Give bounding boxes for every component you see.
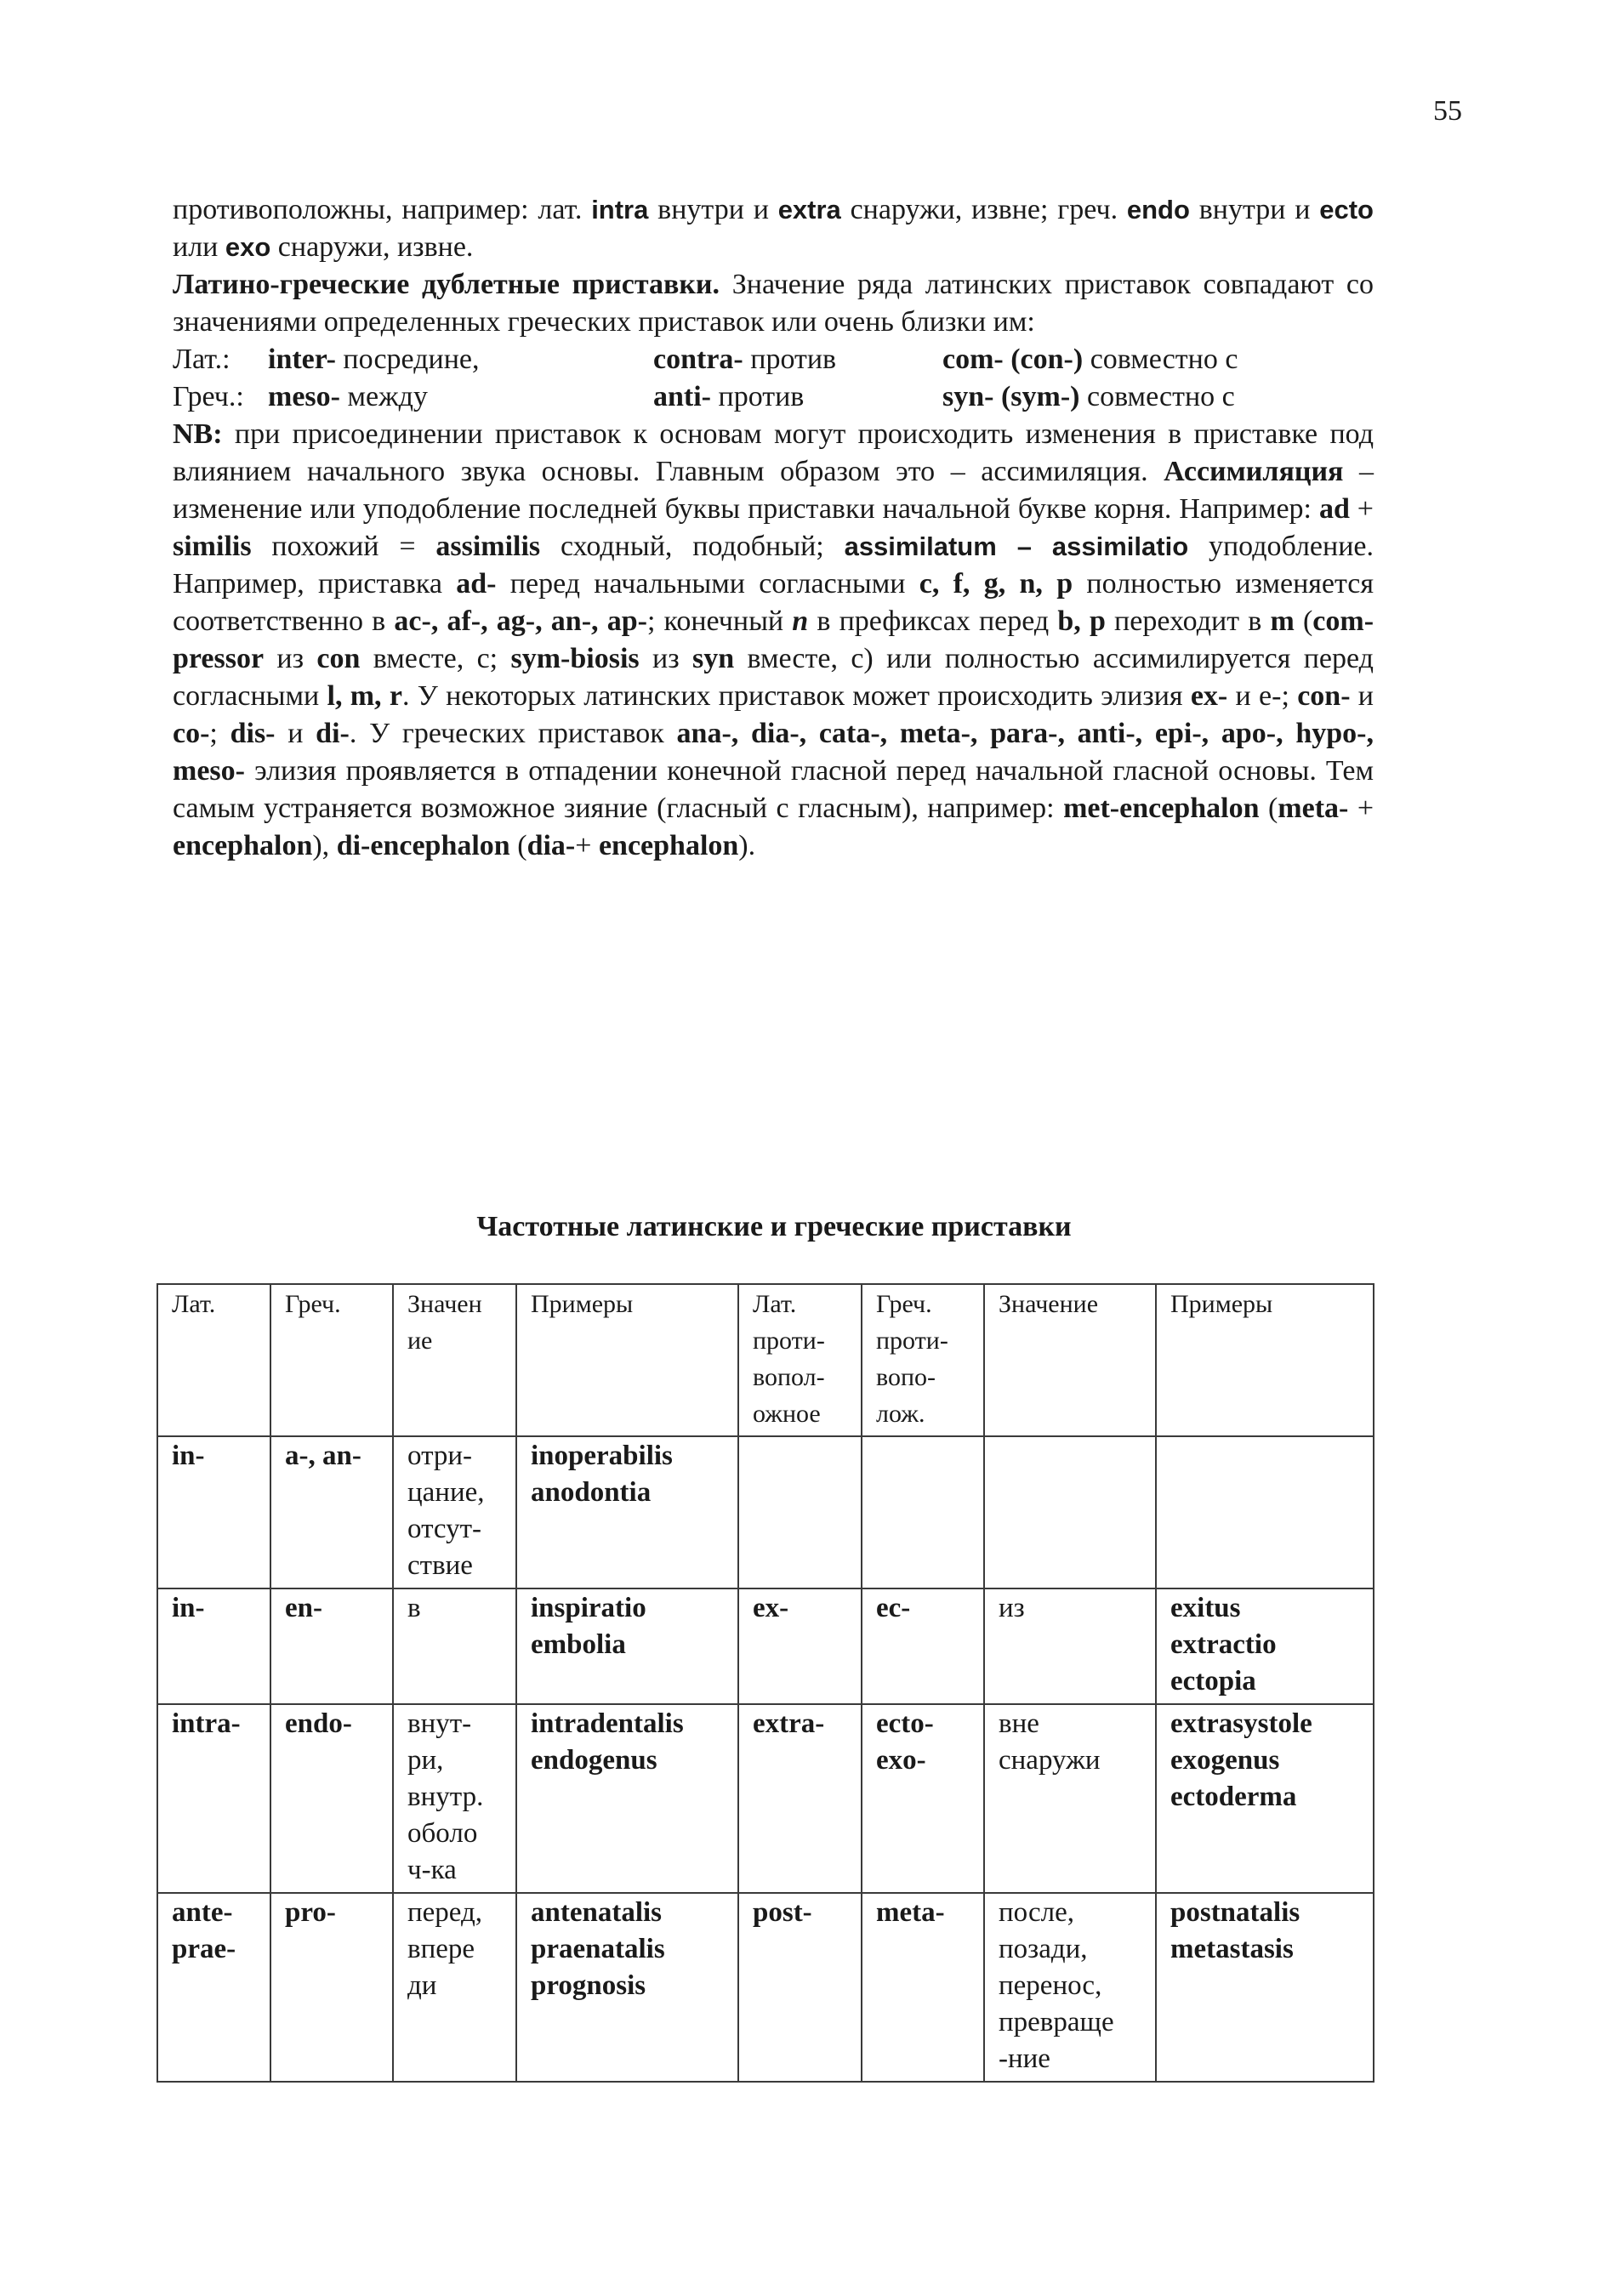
cell-opposite-meaning	[984, 1588, 1156, 1704]
cell-line: postnatalis	[1170, 1897, 1300, 1928]
cell-line: отри-	[407, 1441, 473, 1471]
cell-examples	[516, 1588, 738, 1704]
cell-line: оболо	[407, 1818, 478, 1849]
page-number: 55	[1433, 95, 1462, 127]
cell-examples	[516, 1704, 738, 1893]
cell-line: Греч.	[876, 1290, 932, 1318]
cell-line: Примеры	[1170, 1290, 1273, 1318]
cell-line: intra-	[172, 1708, 241, 1739]
cell-opposite-meaning	[984, 1436, 1156, 1588]
header-greek-opposite	[862, 1284, 984, 1436]
cell-line: в	[407, 1593, 421, 1623]
header-opposite-meaning	[984, 1284, 1156, 1436]
cell-line: перед,	[407, 1897, 483, 1928]
cell-line: in-	[172, 1441, 205, 1471]
cell-line: а-, an-	[285, 1441, 361, 1471]
cell-examples	[516, 1436, 738, 1588]
table-title: Частотные латинские и греческие приставки	[476, 1211, 1072, 1242]
cell-line: extractio	[1170, 1629, 1277, 1660]
cell-latin-opposite	[738, 1704, 862, 1893]
paragraph-doublet-prefixes: Латино-греческие дублетные приставки. Значение ряда латинских приставок совпадают со значениями определенных греческих приставок или очень близки им:	[173, 269, 1374, 338]
prefix-table	[157, 1283, 1374, 2083]
cell-latin-opposite	[738, 1588, 862, 1704]
cell-greek-opposite	[862, 1436, 984, 1588]
paragraph-nb-assimilation: NB: при присоединении приставок к основам могут происходить изменения в приставке под влиянием начального звука основы. Главным образом это – ассимиляция. Ассимиляция – изменение или уподобление последней буквы приставки начальной букве корня. Например: ad + similis похожий = assimilis сходный, подобный; assimilatum – assimilatio уподобление. Например, приставка ad- перед начальными согласными c, f, g, n, p полностью изменяется соответственно в ac-, af-, ag-, an-, ap-; конечный n в префиксах перед b, p переходит в m (com-pressor из con вместе, с; sym-biosis из syn вместе, с) или полностью ассимилируется перед согласными l, m, r. У некоторых латинских приставок может происходить элизия ex- и е-; con- и co-; dis- и di-. У греческих приставок ana-, dia-, cata-, meta-, para-, anti-, epi-, apo-, hypo-, meso- элизия проявляется в отпадении конечной гласной перед начальной гласной основы. Тем самым устраняется возможное зияние (гласный с гласным), например: met-encephalon (meta- + encephalon), di-encephalon (dia-+ encephalon).	[173, 418, 1374, 861]
cell-line: ectoderma	[1170, 1782, 1297, 1812]
cell-line: ч-ка	[407, 1855, 457, 1885]
cell-line: ди	[407, 1970, 437, 2001]
cell-line: exitus	[1170, 1593, 1241, 1623]
cell-greek-opposite	[862, 1704, 984, 1893]
table-row	[157, 1893, 1374, 2082]
table-row	[157, 1436, 1374, 1588]
cell-line: ectopia	[1170, 1666, 1256, 1696]
cell-line: inspiratio	[531, 1593, 646, 1623]
header-opposite-examples	[1156, 1284, 1374, 1436]
cell-line: prognosis	[531, 1970, 646, 2001]
cell-opposite-meaning	[984, 1893, 1156, 2082]
cell-line: ecto-	[876, 1708, 934, 1739]
cell-greek-prefix	[270, 1436, 393, 1588]
cell-latin-prefix	[157, 1893, 270, 2082]
cell-line: praenatalis	[531, 1934, 665, 1964]
cell-line: Лат.	[172, 1290, 216, 1318]
table-header-row	[157, 1284, 1374, 1436]
cell-greek-prefix	[270, 1704, 393, 1893]
cell-latin-prefix	[157, 1436, 270, 1588]
cell-examples	[516, 1893, 738, 2082]
cell-line: Значение	[999, 1290, 1099, 1318]
cell-line: en-	[285, 1593, 322, 1623]
cell-line: ante-	[172, 1897, 233, 1928]
cell-line: лож.	[876, 1400, 925, 1428]
cell-line: позади,	[999, 1934, 1088, 1964]
cell-line: inoperabilis	[531, 1441, 673, 1471]
cell-line: ствие	[407, 1550, 473, 1581]
cell-line: meta-	[876, 1897, 945, 1928]
cell-line: Греч.	[285, 1290, 341, 1318]
cell-opposite-examples	[1156, 1436, 1374, 1588]
cell-meaning	[393, 1893, 516, 2082]
cell-line: anodontia	[531, 1477, 652, 1508]
cell-line: ожное	[753, 1400, 821, 1428]
cell-line: pro-	[285, 1897, 336, 1928]
cell-line: post-	[753, 1897, 812, 1928]
cell-latin-prefix	[157, 1588, 270, 1704]
cell-meaning	[393, 1436, 516, 1588]
cell-line: перенос,	[999, 1970, 1102, 2001]
doublet-row-latin: Лат.: inter- посредине, contra- против com- (con-) совместно с	[173, 344, 1238, 375]
cell-line: вопо-	[876, 1363, 936, 1391]
cell-line: endogenus	[531, 1745, 657, 1776]
cell-line: цание,	[407, 1477, 485, 1508]
cell-line: extrasystole	[1170, 1708, 1312, 1739]
cell-latin-opposite	[738, 1436, 862, 1588]
paragraph-prefix-opposites: противоположны, например: лат. intra внутри и extra снаружи, извне; греч. endo внутри и ecto или exo снаружи, извне.	[173, 194, 1374, 263]
header-meaning	[393, 1284, 516, 1436]
cell-line: in-	[172, 1593, 205, 1623]
cell-line: внут-	[407, 1708, 472, 1739]
cell-line: из	[999, 1593, 1025, 1623]
cell-opposite-examples	[1156, 1588, 1374, 1704]
table-row	[157, 1588, 1374, 1704]
cell-line: снаружи	[999, 1745, 1101, 1776]
cell-line: Лат.	[753, 1290, 797, 1318]
table-body	[157, 1436, 1374, 2082]
header-latin-prefix	[157, 1284, 270, 1436]
cell-line: exo-	[876, 1745, 926, 1776]
section-heading: Латино-греческие дублетные приставки.	[173, 269, 720, 300]
cell-line: antenatalis	[531, 1897, 663, 1928]
cell-opposite-examples	[1156, 1893, 1374, 2082]
header-greek-prefix	[270, 1284, 393, 1436]
cell-line: Значен	[407, 1290, 482, 1318]
cell-line: проти-	[876, 1327, 948, 1355]
cell-line: Примеры	[531, 1290, 634, 1318]
header-latin-opposite	[738, 1284, 862, 1436]
cell-line: ec-	[876, 1593, 911, 1623]
cell-latin-opposite	[738, 1893, 862, 2082]
body-text	[173, 191, 1374, 865]
cell-line: embolia	[531, 1629, 626, 1660]
cell-line: ри,	[407, 1745, 444, 1776]
cell-line: intradentalis	[531, 1708, 684, 1739]
cell-opposite-meaning	[984, 1704, 1156, 1893]
cell-line: exogenus	[1170, 1745, 1280, 1776]
cell-line: -ние	[999, 2043, 1050, 2074]
cell-line: превраще	[999, 2007, 1114, 2037]
cell-latin-prefix	[157, 1704, 270, 1893]
cell-meaning	[393, 1704, 516, 1893]
table-row	[157, 1704, 1374, 1893]
cell-greek-prefix	[270, 1588, 393, 1704]
cell-line: внутр.	[407, 1782, 484, 1812]
cell-greek-prefix	[270, 1893, 393, 2082]
cell-line: впере	[407, 1934, 475, 1964]
cell-line: prae-	[172, 1934, 236, 1964]
cell-meaning	[393, 1588, 516, 1704]
cell-line: endo-	[285, 1708, 352, 1739]
header-examples	[516, 1284, 738, 1436]
cell-line: после,	[999, 1897, 1074, 1928]
cell-line: ие	[407, 1327, 433, 1355]
cell-line: отсут-	[407, 1514, 482, 1544]
cell-line: metastasis	[1170, 1934, 1294, 1964]
cell-line: вопол-	[753, 1363, 825, 1391]
cell-line: ex-	[753, 1593, 789, 1623]
cell-greek-opposite	[862, 1893, 984, 2082]
cell-opposite-examples	[1156, 1704, 1374, 1893]
cell-greek-opposite	[862, 1588, 984, 1704]
cell-line: вне	[999, 1708, 1039, 1739]
cell-line: extra-	[753, 1708, 825, 1739]
cell-line: проти-	[753, 1327, 825, 1355]
doublet-row-greek: Греч.: meso- между anti- против syn- (sym-) совместно с	[173, 381, 1235, 412]
